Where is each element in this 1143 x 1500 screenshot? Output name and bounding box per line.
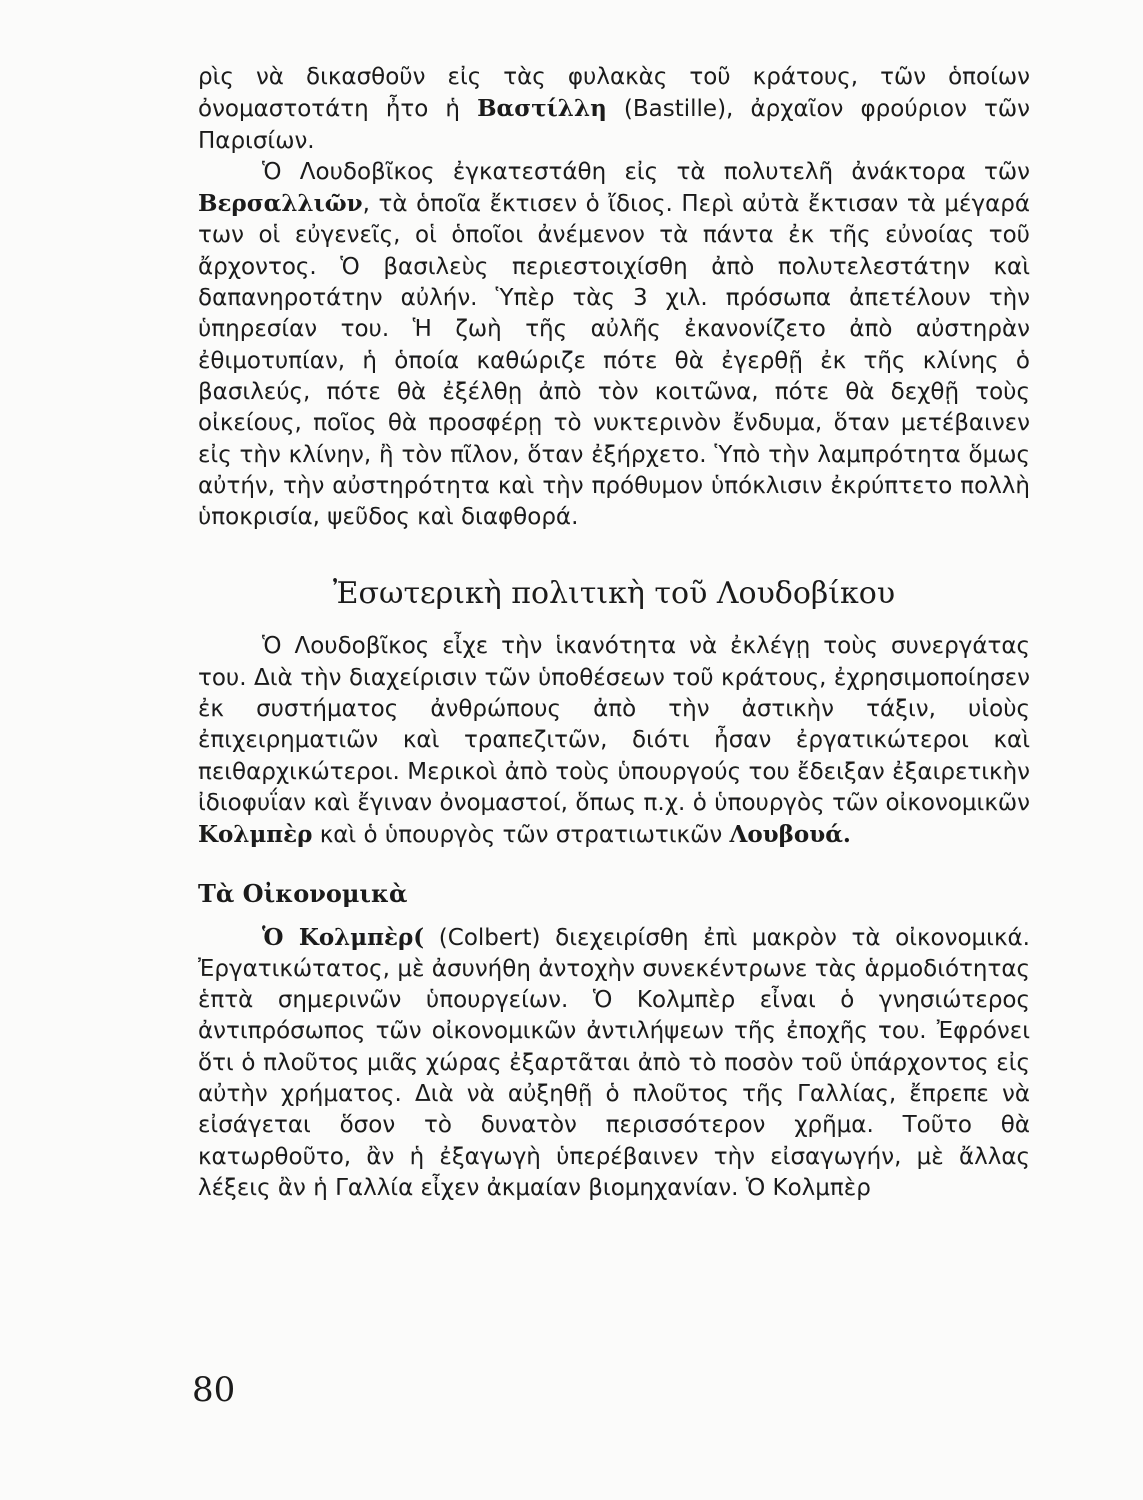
- paragraph-2-text: Ὁ Λουδοβῖκος ἐγκατεστάθη εἰς τὰ πολυτελῆ ἀνάκτορα τῶν: [262, 158, 1030, 185]
- bold-term-colbert: Κολμπὲρ: [198, 821, 313, 849]
- page-number: 80: [192, 1370, 236, 1410]
- paragraph-1: [198, 62, 1030, 157]
- paragraph-4: [198, 922, 1030, 1205]
- paragraph-3: [198, 631, 1030, 851]
- paragraph-2: [198, 157, 1030, 534]
- paragraph-1-text-end: (Bastille), ἀρχαῖον φρούριον τῶν Παρισίων.: [198, 96, 1030, 154]
- paragraph-3-text-mid: καὶ ὁ ὑπουργὸς τῶν στρατιωτικῶν: [312, 822, 730, 849]
- bold-term-versailles: Βερσαλλιῶν: [198, 190, 363, 218]
- paragraph-3-text: Ὁ Λουδοβῖκος εἶχε τὴν ἱκανότητα νὰ ἐκλέγῃ τοὺς συνεργάτας του. Διὰ τὴν διαχείρισιν τῶν ὑποθέσεων τοῦ κράτους, ἐχρησιμοποίησεν ἐκ συστήματος ἀνθρώπους ἀπὸ τὴν ἀστικὴν τάξιν, υἱοὺς ἐπιχειρηματιῶν καὶ τραπεζιτῶν, διότι ἦσαν ἐργατικώτεροι καὶ πειθαρχικώτεροι. Μερικοὶ ἀπὸ τοὺς ὑπουργούς του ἔδειξαν ἐξαιρετικὴν ἰδιοφυΐαν καὶ ἔγιναν ὀνομαστοί, ὅπως π.χ. ὁ ὑπουργὸς τῶν οἰκονομικῶν: [198, 633, 1030, 816]
- paragraph-4-text: (Colbert) διεχειρίσθη ἐπὶ μακρὸν τὰ οἰκονομικά. Ἐργατικώτατος, μὲ ἀσυνήθη ἀντοχὴν συνεκέντρωνε τὰς ἁρμοδιότητας ἑπτὰ σημερινῶν ὑπουργείων. Ὁ Κολμπὲρ εἶναι ὁ γνησιώτερος ἀντιπρόσωπος τῶν οἰκονομικῶν ἀντιλήψεων τῆς ἐποχῆς του. Ἐφρόνει ὅτι ὁ πλοῦτος μιᾶς χώρας ἐξαρτᾶται ἀπὸ τὸ ποσὸν τοῦ ὑπάρχοντος εἰς αὐτὴν χρήματος. Διὰ νὰ αὐξηθῇ ὁ πλοῦτος τῆς Γαλλίας, ἔπρεπε νὰ εἰσάγεται ὅσον τὸ δυνατὸν περισσότερον χρῆμα. Τοῦτο θὰ κατωρθοῦτο, ἂν ἡ ἐξαγωγὴ ὑπερέβαινεν τὴν εἰσαγωγήν, μὲ ἄλλας λέξεις ἂν ἡ Γαλλία εἶχεν ἀκμαίαν βιομηχανίαν. Ὁ Κολμπὲρ: [198, 924, 1030, 1201]
- section-heading: Ἐσωτερικὴ πολιτικὴ τοῦ Λουδοβίκου: [332, 576, 896, 612]
- bold-term-colbert-lead: Ὁ Κολμπὲρ(: [262, 923, 425, 951]
- sub-heading: Τὰ Οἰκονομικὰ: [198, 878, 408, 908]
- text-block: [198, 62, 1030, 1204]
- paragraph-2-text-end: , τὰ ὁποῖα ἔκτισεν ὁ ἴδιος. Περὶ αὐτὰ ἔκτισαν τὰ μέγαρά των οἱ εὐγενεῖς, οἱ ὁποῖοι ἀνέμενον τὰ πάντα ἐκ τῆς εὐνοίας τοῦ ἄρχοντος. Ὁ βασιλεὺς περιεστοιχίσθη ἀπὸ πολυτελεστάτην καὶ δαπανηροτάτην αὐλήν. Ὑπὲρ τὰς 3 χιλ. πρόσωπα ἀπετέλουν τὴν ὑπηρεσίαν του. Ἡ ζωὴ τῆς αὐλῆς ἐκανονίζετο ἀπὸ αὐστηρὰν ἐθιμοτυπίαν, ἡ ὁποία καθώριζε πότε θὰ ἐγερθῇ ἐκ τῆς κλίνης ὁ βασιλεύς, πότε θὰ ἐξέλθῃ ἀπὸ τὸν κοιτῶνα, πότε θὰ δεχθῇ τοὺς οἰκείους, ποῖος θὰ προσφέρῃ τὸ νυκτερινὸν ἔνδυμα, ὅταν μετέβαινεν εἰς τὴν κλίνην, ἢ τὸν πῖλον, ὅταν ἐξήρχετο. Ὑπὸ τὴν λαμπρότητα ὅμως αὐτήν, τὴν αὐστηρότητα καὶ τὴν πρόθυμον ὑπόκλισιν ἐκρύπτετο πολλὴ ὑποκρισία, ψεῦδος καὶ διαφθορά.: [198, 191, 1030, 531]
- bold-term-bastille: Βαστίλλη: [477, 95, 607, 123]
- bold-term-louvois: Λουβουά.: [729, 821, 851, 849]
- paragraph-1-text: ρὶς νὰ δικασθοῦν εἰς τὰς φυλακὰς τοῦ κράτους, τῶν ὁποίων ὀνομαστοτάτη ἦτο ἡ: [198, 64, 1030, 123]
